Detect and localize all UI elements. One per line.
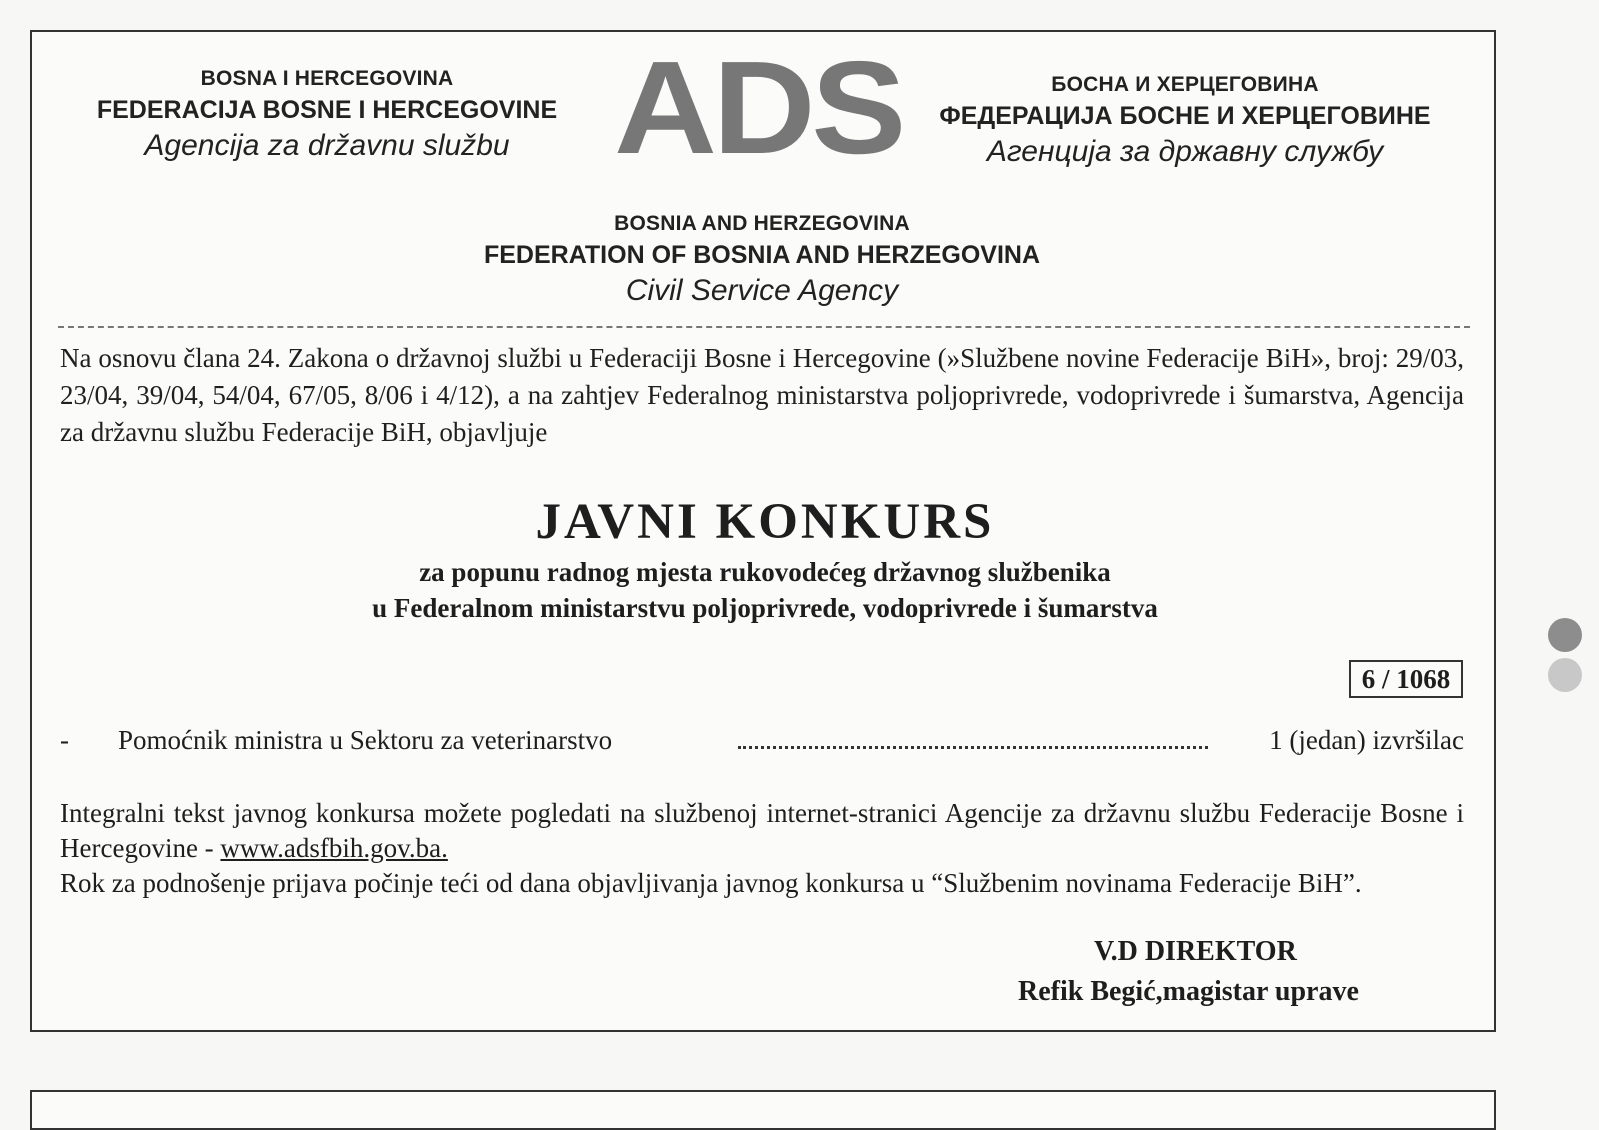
document-subtitle [32,554,1498,626]
subtitle-line-2: u Federalnom ministarstvu poljoprivrede, vodoprivrede i šumarstva [372,593,1158,623]
scan-edge-mark [1548,658,1582,692]
country-name-cyrillic: БОСНА И ХЕРЦЕГОВИНА [1051,73,1319,96]
body-text-2: Rok za podnošenje prijava počinje teći od dana objavljivanja javnog konkursa u “Službenim novinama Federacije BiH”. [60,868,1362,898]
position-title: Pomoćnik ministra u Sektoru za veterinarstvo [118,725,613,755]
signature-name: Refik Begić,magistar uprave [1018,976,1359,1007]
position-list-item [60,720,1464,760]
header-english [362,209,1162,311]
agency-name-latin: Agencija za državnu službu [144,129,510,162]
position-bullet: - [60,725,69,755]
next-announcement-frame [30,1090,1496,1130]
signature-title: V.D DIREKTOR [1094,936,1297,967]
agency-website-link[interactable]: www.adsfbih.gov.ba. [220,833,448,863]
dotted-leader [738,746,1208,749]
document-title: JAVNI KONKURS [535,494,995,550]
subtitle-line-1: za popunu radnog mjesta rukovodećeg državnog službenika [419,557,1111,587]
federation-name-latin: FEDERACIJA BOSNE I HERCEGOVINE [96,96,558,124]
agency-name-english: Civil Service Agency [625,274,899,307]
header-separator [58,326,1470,328]
federation-name-english: FEDERATION OF BOSNIA AND HERZEGOVINA [483,241,1041,269]
country-name-english: BOSNIA AND HERZEGOVINA [614,212,910,235]
scan-edge-mark [1548,618,1582,652]
country-name-latin: BOSNA I HERCEGOVINA [200,67,454,90]
reference-number: 6 / 1068 [1349,660,1463,698]
header-bosnian-cyrillic [900,70,1470,172]
intro-paragraph: Na osnovu člana 24. Zakona o državnoj službi u Federaciji Bosne i Hercegovine (»Službene novine Federacije BiH», broj: 29/03, 23/04, 39/04, 54/04, 67/05, 8/06 i 4/12), a na zahtjev Federalnog ministarstva poljoprivrede, vodoprivrede i šumarstva, Agencija za državnu službu Federacije BiH, objavljuje [60,343,1464,447]
agency-name-cyrillic: Агенција за државну службу [986,135,1384,168]
ads-logo [614,34,903,181]
header-bosnian-latin [62,64,592,166]
announcement-frame [30,30,1496,1032]
federation-name-cyrillic: ФЕДЕРАЦИЈА БОСНЕ И ХЕРЦЕГОВИНЕ [939,102,1431,130]
body-text-1: Integralni tekst javnog konkursa možete pogledati na službenoj internet-stranici Agencije za državnu službu Federacije Bosne i Hercegovine - [60,798,1464,863]
body-paragraph [60,796,1464,901]
position-count: 1 (jedan) izvršilac [1269,725,1464,755]
ads-logo-text: ADS [614,34,903,181]
